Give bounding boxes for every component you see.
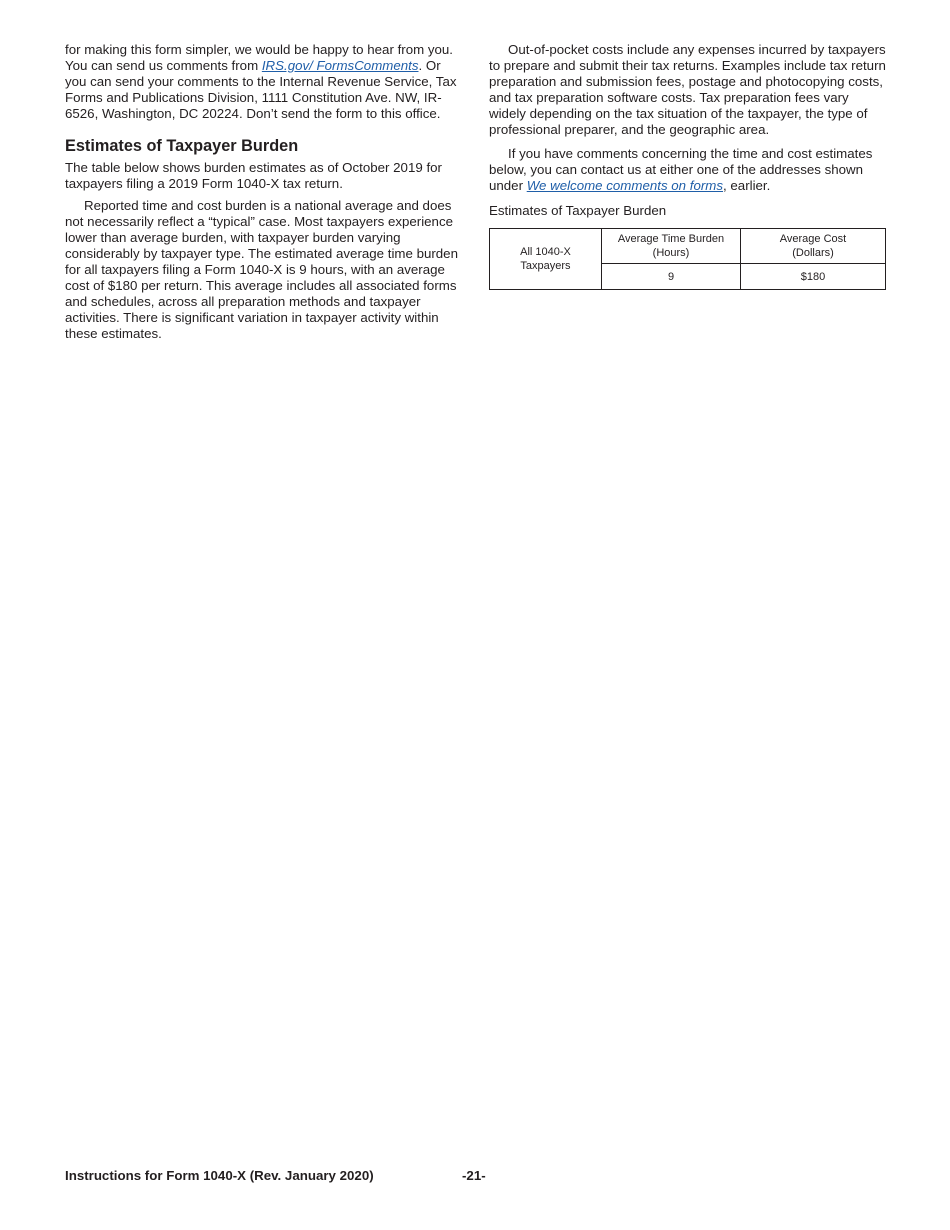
table-caption: Estimates of Taxpayer Burden bbox=[489, 203, 667, 218]
right-column bbox=[489, 42, 887, 290]
cost-value: $180 bbox=[741, 264, 886, 290]
burden-intro-paragraph: The table below shows burden estimates as of October 2019 for taxpayers filing a 2019 Form 1040-X tax return. bbox=[65, 160, 442, 191]
burden-detail-paragraph: Reported time and cost burden is a national average and does not necessarily reflect a “typical” case. Most taxpayers experience lower than average burden, with taxpayer burden varying considerably by taxpayer type. The estimated average time burden for all taxpayers filing a Form 1040-X is 9 hours, with an average cost of $180 per return. This average includes all associated forms and schedules, across all preparation methods and taxpayer activities. There is significant variation in taxpayer activity within these estimates. bbox=[65, 198, 458, 341]
time-burden-value: 9 bbox=[602, 264, 741, 290]
page-number: -21- bbox=[462, 1168, 486, 1183]
time-burden-header-cell bbox=[602, 229, 741, 264]
comments-text-after-link: , earlier. bbox=[723, 178, 771, 193]
row-header-cell bbox=[490, 229, 602, 290]
out-of-pocket-paragraph: Out-of-pocket costs include any expenses incurred by taxpayers to prepare and submit their tax returns. Examples include tax return preparation and submission fees, postage and photocopying costs, and tax preparation software costs. Tax preparation fees vary widely depending on the tax situation of the taxpayer, the type of professional preparer, and the geographic area. bbox=[489, 42, 886, 137]
table-header-row bbox=[490, 229, 886, 264]
left-column bbox=[65, 42, 465, 342]
cost-header-line2: (Dollars) bbox=[792, 247, 834, 259]
time-burden-header-line2: (Hours) bbox=[652, 247, 690, 259]
intro-text-after-link: . Or you can send your comments to the Internal Revenue Service, Tax Forms and Publications Division, 1111 Constitution Ave. NW, IR-6526, Washington, DC 20224. Don’t send the form to this office. bbox=[65, 58, 457, 121]
cost-header-line1: Average Cost bbox=[779, 233, 847, 245]
row-header-line1: All 1040-X bbox=[520, 246, 571, 258]
we-welcome-comments-link[interactable]: We welcome comments on forms bbox=[526, 178, 724, 193]
comments-paragraph bbox=[489, 146, 887, 194]
time-burden-header-line1: Average Time Burden bbox=[617, 233, 725, 245]
section-heading: Estimates of Taxpayer Burden bbox=[65, 137, 299, 155]
irs-forms-comments-link[interactable]: IRS.gov/ FormsComments bbox=[261, 58, 419, 73]
cost-header-cell bbox=[741, 229, 886, 264]
footer-title: Instructions for Form 1040-X (Rev. January 2020) bbox=[65, 1168, 374, 1183]
intro-paragraph bbox=[65, 42, 465, 122]
burden-table bbox=[489, 228, 886, 290]
row-header-line2: Taxpayers bbox=[520, 260, 571, 272]
comments-text-before-link: If you have comments concerning the time and cost estimates below, you can contact us at either one of the addresses shown under bbox=[489, 146, 873, 193]
intro-text-before-link: for making this form simpler, we would be happy to hear from you. You can send us comments from bbox=[65, 42, 453, 73]
